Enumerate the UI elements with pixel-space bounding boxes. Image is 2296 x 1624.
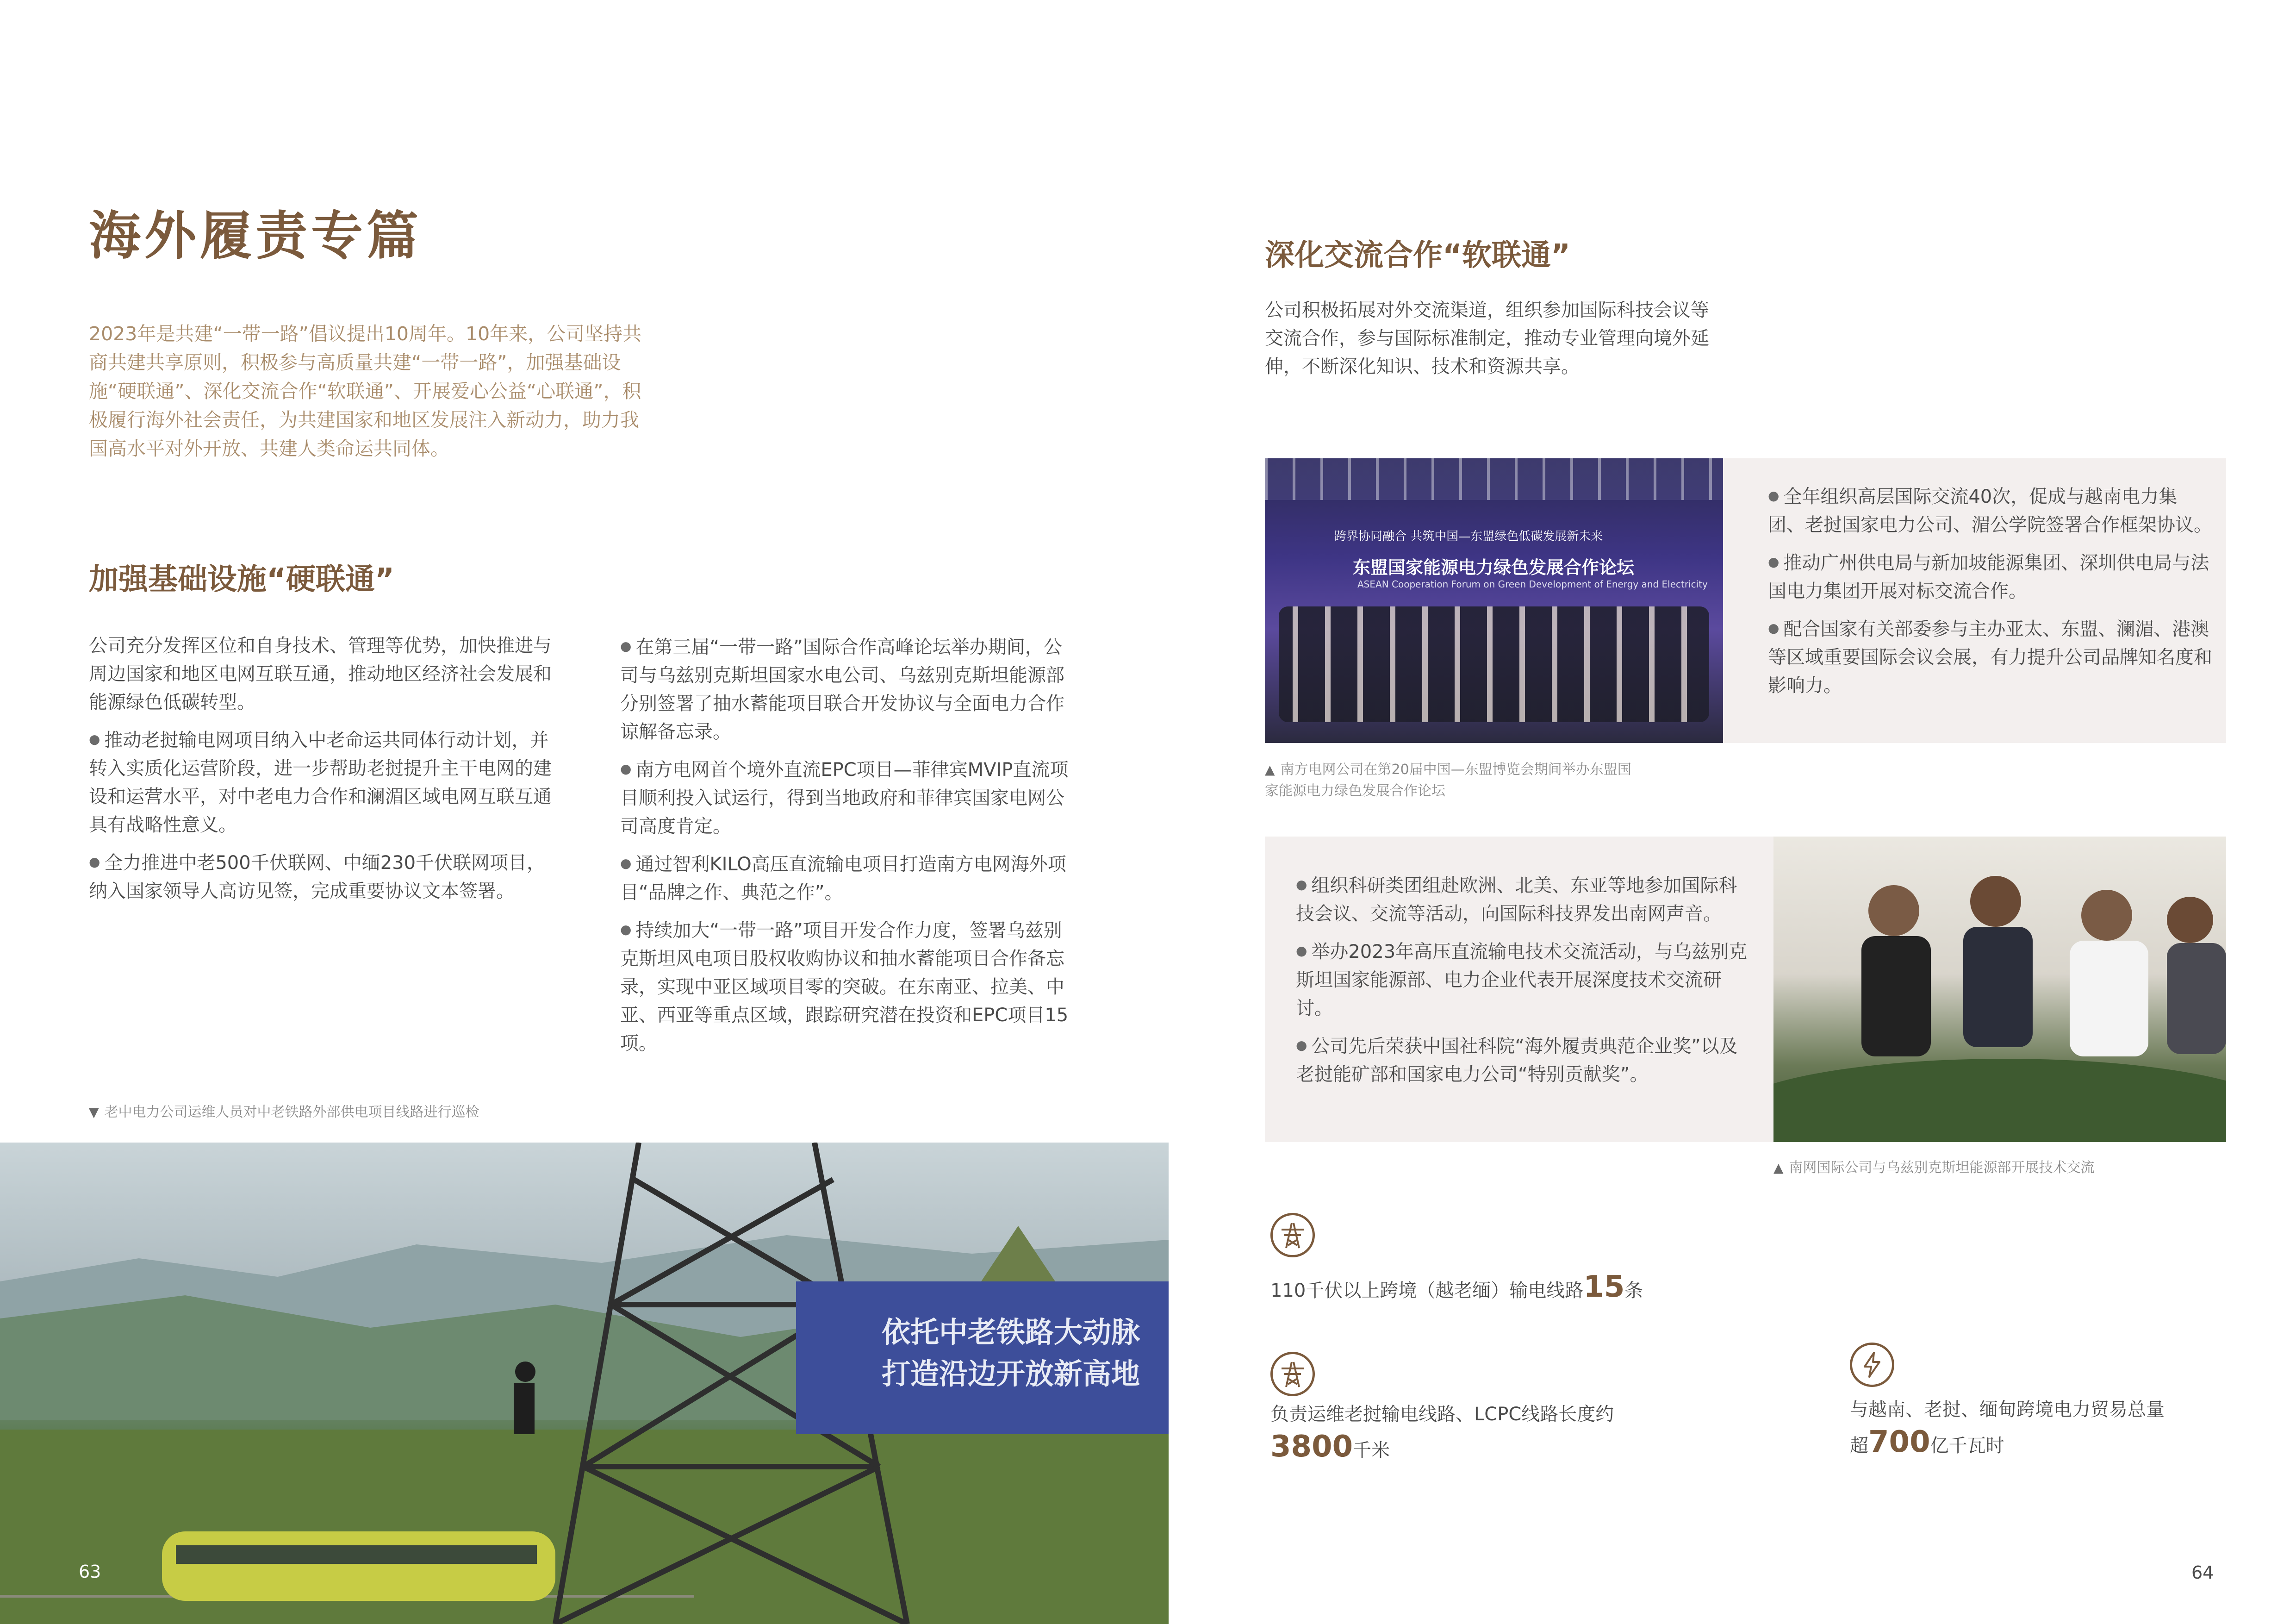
- lightning-icon: [1850, 1343, 1894, 1387]
- ceiling-lights: [1265, 458, 1723, 500]
- billboard-text-line1: 依托中老铁路大动脉: [882, 1315, 1140, 1349]
- transmission-tower-icon: [1270, 1352, 1315, 1396]
- transmission-tower-icon: [1270, 1213, 1315, 1257]
- bullet-item: ● 推动老挝输电网项目纳入中老命运共同体行动计划，并转入实质化运营阶段，进一步帮助老挝提升主干电网的建设和运营水平，对中老电力合作和澜湄区域电网互联互通具有战略性意义。: [89, 725, 552, 839]
- bullet-item: ● 推动广州供电局与新加坡能源集团、深圳供电局与法国电力集团开展对标交流合作。: [1768, 548, 2212, 606]
- photo1-caption: ▲ 南方电网公司在第20届中国—东盟博览会期间举办东盟国家能源电力绿色发展合作论坛: [1265, 762, 1631, 799]
- bullet-item: ● 组织科研类团组赴欧洲、北美、东亚等地参加国际科技会议、交流等活动，向国际科技界发出南网声音。: [1296, 870, 1754, 928]
- triangle-up-icon: ▲: [1773, 1160, 1784, 1175]
- stat-cross-border-lines: 110千伏以上跨境（越老缅）输电线路15条: [1270, 1270, 1643, 1304]
- stat-maintained-lines-label: 负责运维老挝输电线路、LCPC线路长度约: [1270, 1404, 1614, 1425]
- section-title-soft-connectivity: 深化交流合作“软联通”: [1265, 238, 1571, 273]
- panel1-bullets: [1768, 481, 2212, 708]
- left-column-1: [89, 632, 552, 914]
- paragraph: 公司充分发挥区位和自身技术、管理等优势，加快推进与周边国家和地区电网互联互通，推动地区经济社会发展和能源绿色低碳转型。: [89, 635, 552, 713]
- page-number-right: 64: [2191, 1562, 2214, 1583]
- forum-banner-line3: ASEAN Cooperation Forum on Green Development of Energy and Electricity: [1357, 579, 1708, 590]
- stat-power-trade-value: 超700亿千瓦时: [1850, 1425, 2004, 1459]
- triangle-down-icon: ▼: [89, 1105, 99, 1120]
- meeting-illustration: [1773, 837, 2226, 1142]
- bullet-item: ● 持续加大“一带一路”项目开发合作力度，签署乌兹别克斯坦风电项目股权收购协议和抽水蓄能项目合作备忘录，实现中亚区域项目零的突破。在东南亚、拉美、中亚、西亚等重点区域，跟踪研究潜在投资和EPC项目15项。: [620, 915, 1074, 1058]
- stat-maintained-lines-value: 3800千米: [1270, 1430, 1390, 1464]
- section-title-hard-connectivity: 加强基础设施“硬联通”: [89, 562, 395, 597]
- bullet-item: ● 全年组织高层国际交流40次，促成与越南电力集团、老挝国家电力公司、湄公学院签署合作框架协议。: [1768, 481, 2212, 539]
- triangle-up-icon: ▲: [1265, 762, 1275, 777]
- bullet-item: ● 通过智利KILO高压直流输电项目打造南方电网海外项目“品牌之作、典范之作”。: [620, 849, 1074, 907]
- photo-technical-exchange: [1773, 837, 2226, 1142]
- bullet-item: ● 公司先后荣获中国社科院“海外履责典范企业奖”以及老挝能矿部和国家电力公司“特别贡献奖”。: [1296, 1031, 1754, 1089]
- billboard-text-line2: 打造沿边开放新高地: [882, 1357, 1140, 1391]
- photo-asean-forum: [1265, 458, 1723, 743]
- bullet-item: ● 举办2023年高压直流输电技术交流活动，与乌兹别克斯坦国家能源部、电力企业代表开展深度技术交流研讨。: [1296, 937, 1754, 1023]
- page-number-left: 63: [79, 1562, 101, 1582]
- left-column-2: [620, 632, 1074, 1066]
- group-photo-crowd: [1279, 606, 1709, 722]
- forum-banner-line2: 东盟国家能源电力绿色发展合作论坛: [1353, 557, 1635, 578]
- bullet-item: ● 在第三届“一带一路”国际合作高峰论坛举办期间，公司与乌兹别克斯坦国家水电公司、乌兹别克斯坦能源部分别签署了抽水蓄能项目联合开发协议与全面电力合作谅解备忘录。: [620, 632, 1074, 746]
- stat-value: 3800: [1270, 1430, 1353, 1464]
- stat-power-trade-label: 与越南、老挝、缅甸跨境电力贸易总量: [1850, 1399, 2165, 1420]
- bullet-item: ● 南方电网首个境外直流EPC项目—菲律宾MVIP直流项目顺利投入试运行，得到当地政府和菲律宾国家电网公司高度肯定。: [620, 755, 1074, 841]
- stat-value: 15: [1583, 1270, 1625, 1304]
- right-intro-paragraph: 公司积极拓展对外交流渠道，组织参加国际科技会议等交流合作，参与国际标准制定，推动专业管理向境外延伸，不断深化知识、技术和资源共享。: [1265, 300, 1709, 377]
- photo-caption: ▼ 老中电力公司运维人员对中老铁路外部供电项目线路进行巡检: [89, 1104, 479, 1120]
- stat-value: 700: [1868, 1425, 1930, 1459]
- intro-paragraph: 2023年是共建“一带一路”倡议提出10周年。10年来，公司坚持共商共建共享原则，积极参与高质量共建“一带一路”，加强基础设施“硬联通”、深化交流合作“软联通”、开展爱心公益“心联通”，积极履行海外社会责任，为共建国家和地区发展注入新动力，助力我国高水平对外开放、共建人类命运共同体。: [89, 323, 642, 460]
- photo-power-line-inspection: [0, 1143, 1169, 1624]
- panel2-bullets: [1296, 870, 1754, 1097]
- bullet-item: ● 配合国家有关部委参与主办亚太、东盟、澜湄、港澳等区域重要国际会议会展，有力提升公司品牌知名度和影响力。: [1768, 614, 2212, 700]
- photo2-caption: ▲ 南网国际公司与乌兹别克斯坦能源部开展技术交流: [1773, 1160, 2095, 1176]
- forum-banner-line1: 跨界协同融合 共筑中国—东盟绿色低碳发展新未来: [1334, 530, 1603, 543]
- page-title: 海外履责专篇: [89, 206, 422, 266]
- bullet-item: ● 全力推进中老500千伏联网、中缅230千伏联网项目，纳入国家领导人高访见签，完成重要协议文本签署。: [89, 848, 552, 906]
